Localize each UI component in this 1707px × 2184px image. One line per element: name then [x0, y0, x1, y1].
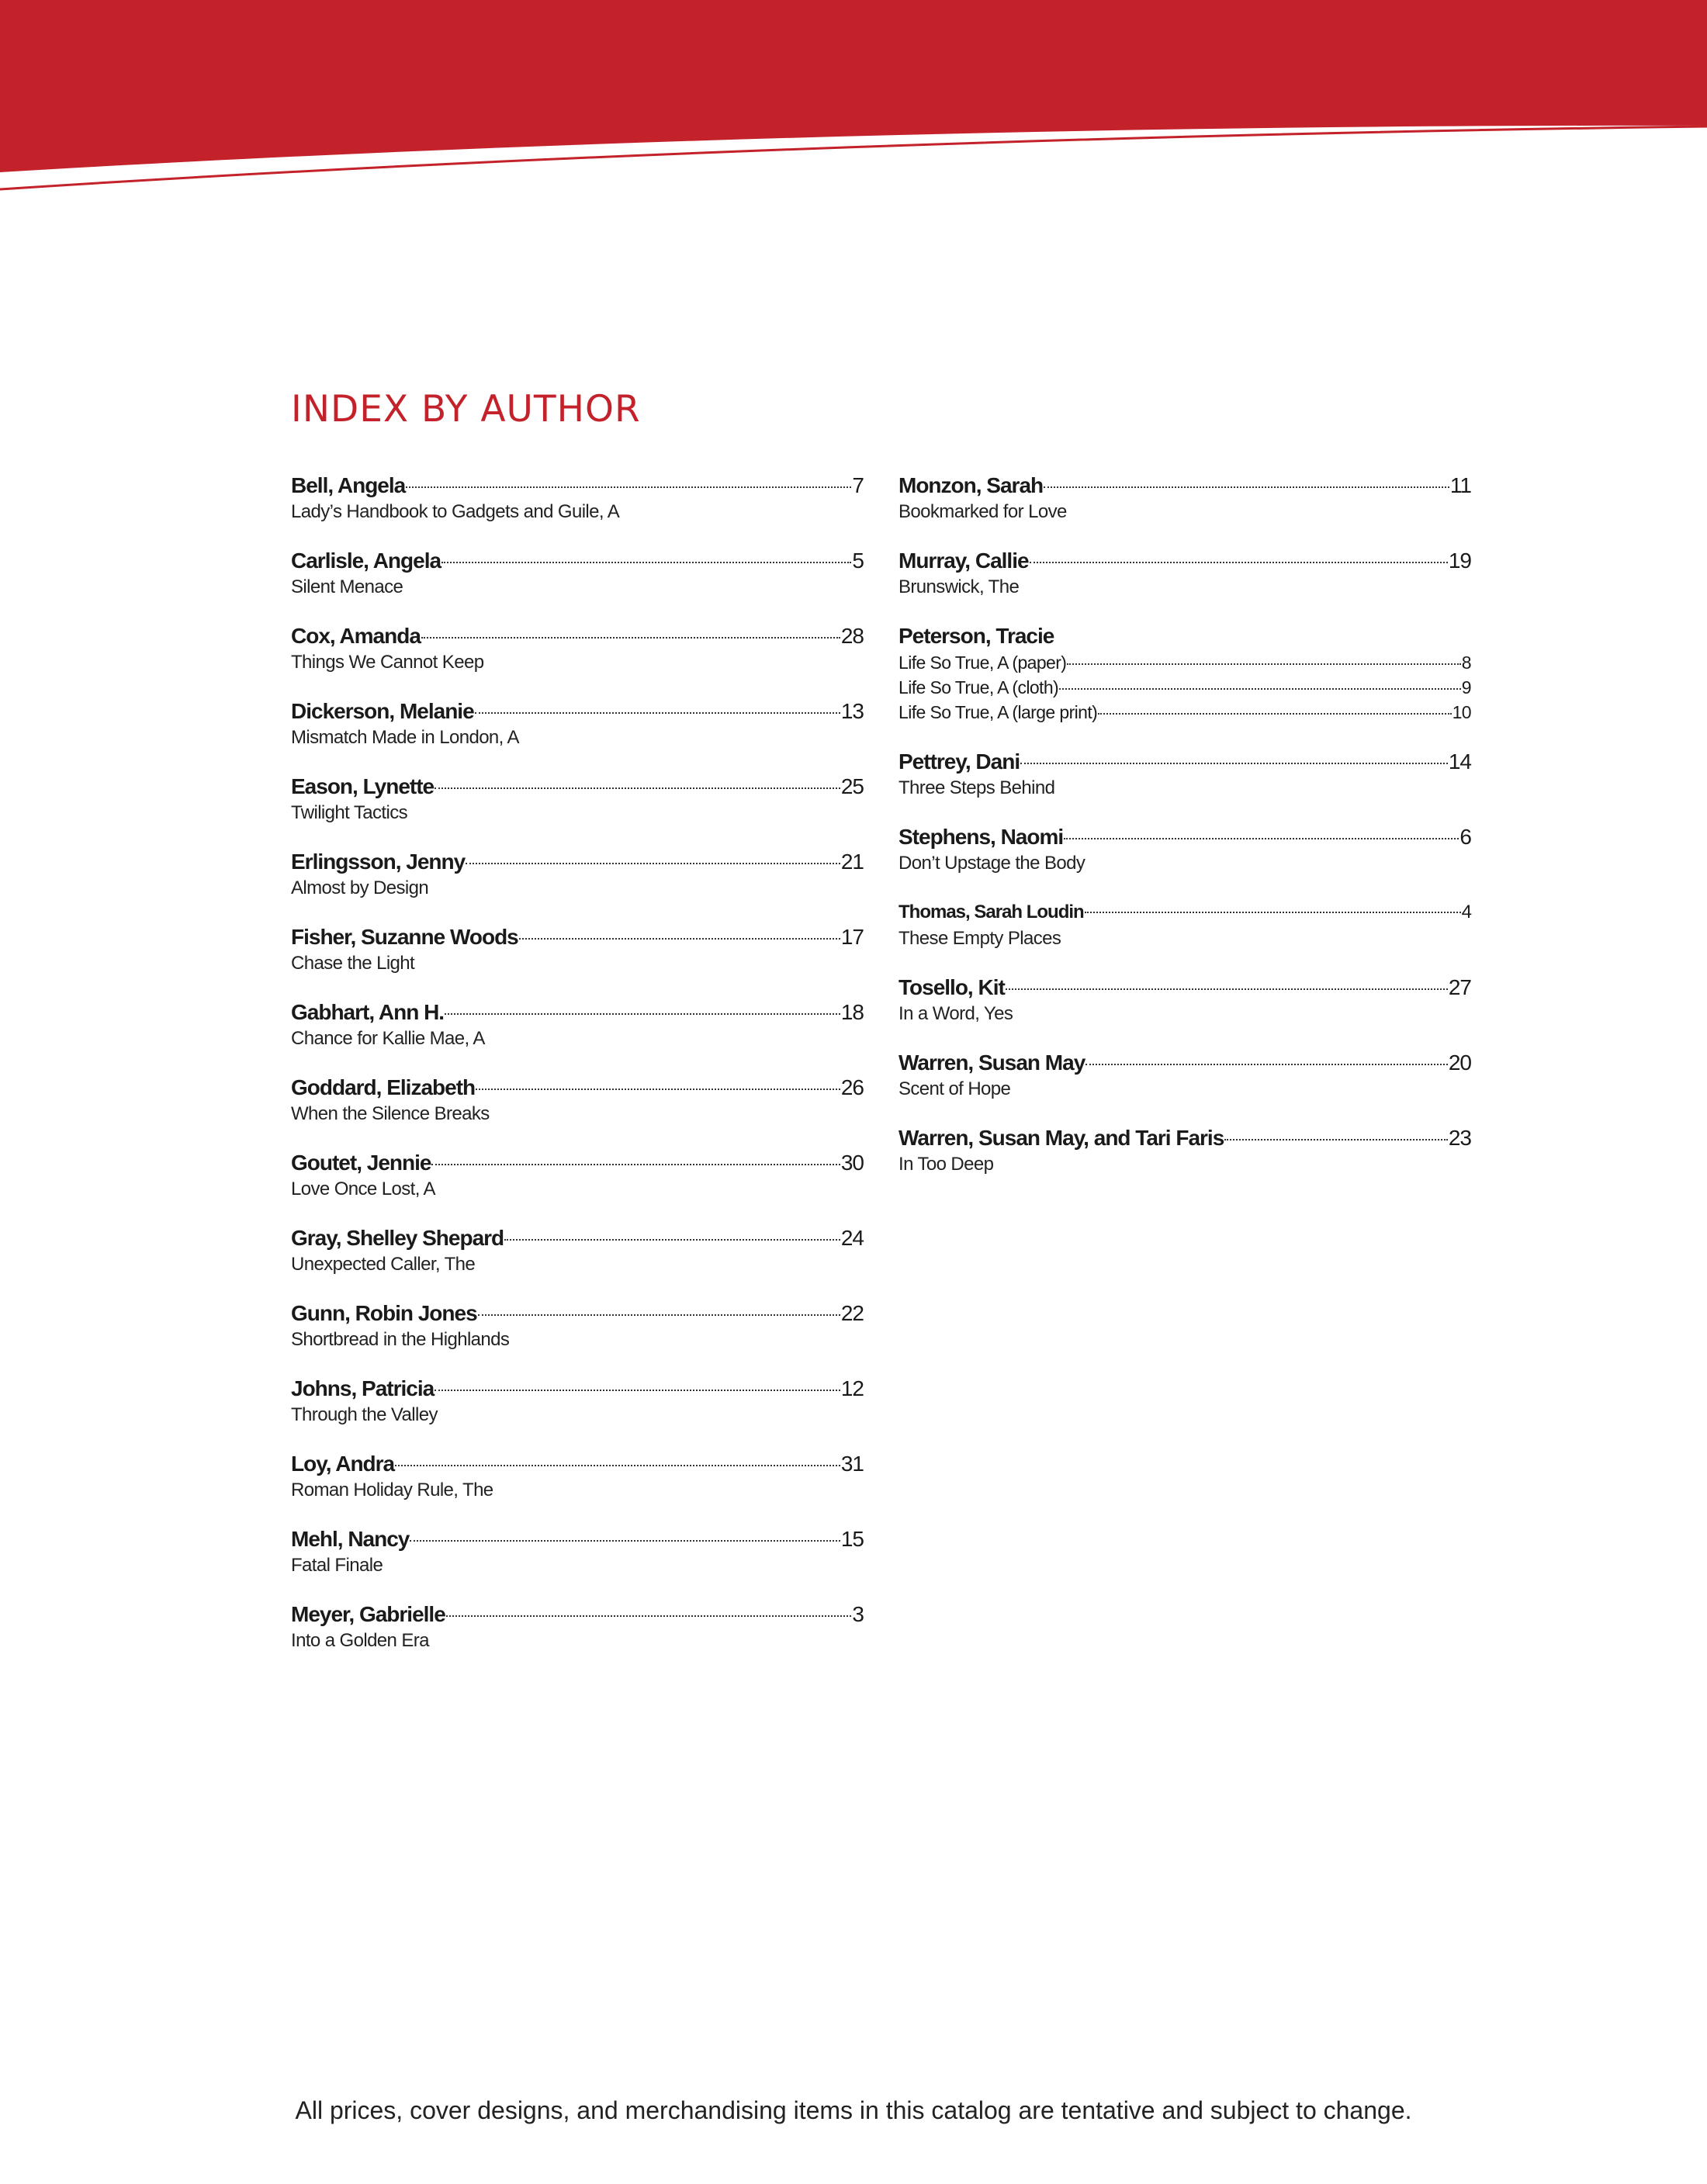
index-entry — [291, 1074, 864, 1149]
index-column-right — [899, 472, 1471, 1199]
index-entry — [291, 1525, 864, 1601]
author-name: Meyer, Gabrielle — [291, 1602, 445, 1626]
page-number: 17 — [840, 925, 864, 949]
page-number: 19 — [1448, 549, 1471, 573]
dot-leader — [445, 1013, 840, 1015]
author-name: Fisher, Suzanne Woods — [291, 925, 518, 949]
page-number: 26 — [840, 1075, 864, 1099]
author-name: Monzon, Sarah — [899, 473, 1044, 497]
author-name: Johns, Patricia — [291, 1376, 435, 1400]
page-number: 8 — [1461, 652, 1471, 673]
index-entry — [291, 697, 864, 773]
book-title: When the Silence Breaks — [291, 1103, 490, 1124]
page-number: 21 — [840, 850, 864, 874]
index-entry — [291, 999, 864, 1074]
dot-leader — [1030, 562, 1448, 563]
index-column-left — [291, 472, 864, 1676]
header-banner — [0, 0, 1707, 202]
page-number: 27 — [1448, 975, 1471, 999]
book-title: Chance for Kallie Mae, A — [291, 1028, 485, 1049]
dot-leader — [410, 1540, 840, 1542]
book-title: Things We Cannot Keep — [291, 652, 484, 673]
book-title: Into a Golden Era — [291, 1630, 429, 1651]
index-entry — [291, 1224, 864, 1300]
author-name: Thomas, Sarah Loudin — [899, 902, 1084, 922]
book-title: In a Word, Yes — [899, 1003, 1013, 1024]
author-name: Murray, Callie — [899, 549, 1029, 573]
page-number: 10 — [1452, 702, 1471, 722]
page-number: 7 — [852, 473, 864, 497]
dot-leader — [1085, 912, 1461, 913]
author-name: Goddard, Elizabeth — [291, 1075, 476, 1099]
book-title: Lady’s Handbook to Gadgets and Guile, A — [291, 501, 620, 522]
author-name: Mehl, Nancy — [291, 1527, 410, 1551]
author-name: Warren, Susan May, and Tari Faris — [899, 1126, 1224, 1150]
page-number: 31 — [840, 1452, 864, 1476]
page-number: 13 — [840, 699, 864, 723]
dot-leader — [1085, 1064, 1448, 1065]
book-title: Through the Valley — [291, 1404, 438, 1425]
index-entry — [291, 848, 864, 923]
index-entry — [899, 547, 1471, 622]
author-name: Dickerson, Melanie — [291, 699, 474, 723]
index-entry — [899, 1124, 1471, 1199]
book-title: Silent Menace — [291, 576, 403, 597]
dot-leader — [1006, 988, 1448, 990]
index-entry — [899, 748, 1471, 823]
dot-leader — [441, 562, 851, 563]
index-entry — [291, 923, 864, 999]
index-entry — [291, 1601, 864, 1676]
page-number: 28 — [840, 624, 864, 648]
book-title: Life So True, A (cloth) — [899, 677, 1059, 697]
index-entry — [291, 1450, 864, 1525]
dot-leader — [435, 1390, 840, 1391]
book-title: Life So True, A (paper) — [899, 652, 1067, 673]
index-entry — [291, 773, 864, 848]
author-name: Gabhart, Ann H. — [291, 1000, 445, 1024]
page-number: 23 — [1448, 1126, 1471, 1150]
dot-leader — [478, 1314, 840, 1316]
book-title: Chase the Light — [291, 953, 415, 974]
dot-leader — [466, 863, 840, 864]
author-name: Erlingsson, Jenny — [291, 850, 466, 874]
dot-leader — [1098, 713, 1451, 715]
dot-leader — [446, 1615, 852, 1617]
index-entry — [291, 1300, 864, 1375]
edition-line — [899, 700, 1471, 725]
book-title: Unexpected Caller, The — [291, 1254, 476, 1275]
dot-leader — [431, 1164, 840, 1165]
author-name: Gray, Shelley Shepard — [291, 1226, 504, 1250]
author-name: Cox, Amanda — [291, 624, 421, 648]
footer-disclaimer: All prices, cover designs, and merchandising items in this catalog are tentative and subject to change. — [295, 2096, 1412, 2124]
book-title: Scent of Hope — [899, 1078, 1011, 1099]
page-number: 12 — [840, 1376, 864, 1400]
page-number: 22 — [840, 1301, 864, 1325]
index-entry — [899, 974, 1471, 1049]
author-name: Peterson, Tracie — [899, 624, 1054, 648]
author-name: Loy, Andra — [291, 1452, 395, 1476]
page-number: 30 — [840, 1151, 864, 1175]
dot-leader — [1059, 688, 1461, 690]
page-title: INDEX BY AUTHOR — [291, 388, 641, 431]
index-entry — [291, 1375, 864, 1450]
index-entry — [291, 547, 864, 622]
edition-line — [899, 650, 1471, 675]
page-number: 11 — [1449, 473, 1471, 497]
dot-leader — [519, 938, 840, 940]
edition-line — [899, 675, 1471, 700]
index-entry — [899, 622, 1471, 748]
dot-leader — [1044, 486, 1449, 488]
page-number: 5 — [852, 549, 864, 573]
index-entry — [899, 1049, 1471, 1124]
page-number: 24 — [840, 1226, 864, 1250]
index-entry — [899, 898, 1471, 974]
book-title: Three Steps Behind — [899, 777, 1055, 798]
author-name: Bell, Angela — [291, 473, 406, 497]
author-name: Gunn, Robin Jones — [291, 1301, 477, 1325]
book-title: Roman Holiday Rule, The — [291, 1480, 493, 1500]
dot-leader — [406, 486, 851, 488]
author-name: Eason, Lynette — [291, 774, 435, 798]
index-entry — [291, 1149, 864, 1224]
author-name: Warren, Susan May — [899, 1050, 1085, 1075]
page-number: 4 — [1461, 902, 1471, 922]
page-number: 9 — [1461, 677, 1471, 697]
page-number: 3 — [852, 1602, 864, 1626]
page-number: 20 — [1448, 1050, 1471, 1075]
index-entry — [899, 472, 1471, 547]
dot-leader — [504, 1239, 840, 1241]
dot-leader — [475, 712, 840, 714]
page-number: 15 — [840, 1527, 864, 1551]
book-title: In Too Deep — [899, 1154, 994, 1175]
author-name: Pettrey, Dani — [899, 749, 1020, 774]
page-number: 14 — [1448, 749, 1471, 774]
dot-leader — [1067, 663, 1460, 665]
book-title: Almost by Design — [291, 877, 429, 898]
book-title: Mismatch Made in London, A — [291, 727, 519, 748]
dot-leader — [1224, 1139, 1448, 1140]
page-number: 25 — [840, 774, 864, 798]
book-title: Twilight Tactics — [291, 802, 408, 823]
author-name: Tosello, Kit — [899, 975, 1005, 999]
book-title: Life So True, A (large print) — [899, 702, 1098, 722]
dot-leader — [1020, 763, 1448, 764]
index-entry — [899, 823, 1471, 898]
dot-leader — [395, 1465, 840, 1466]
dot-leader — [421, 637, 840, 639]
book-title: These Empty Places — [899, 928, 1061, 949]
book-title: Brunswick, The — [899, 576, 1020, 597]
dot-leader — [1064, 838, 1459, 839]
page-number: 18 — [840, 1000, 864, 1024]
book-title: Don’t Upstage the Body — [899, 853, 1085, 874]
author-name: Stephens, Naomi — [899, 825, 1064, 849]
page-number: 6 — [1459, 825, 1471, 849]
author-name: Goutet, Jennie — [291, 1151, 431, 1175]
book-title: Shortbread in the Highlands — [291, 1329, 510, 1350]
book-title: Love Once Lost, A — [291, 1179, 435, 1199]
index-entry — [291, 622, 864, 697]
book-title: Fatal Finale — [291, 1555, 383, 1576]
dot-leader — [435, 787, 840, 789]
index-entry — [291, 472, 864, 547]
book-title: Bookmarked for Love — [899, 501, 1067, 522]
dot-leader — [476, 1089, 840, 1090]
author-name: Carlisle, Angela — [291, 549, 441, 573]
